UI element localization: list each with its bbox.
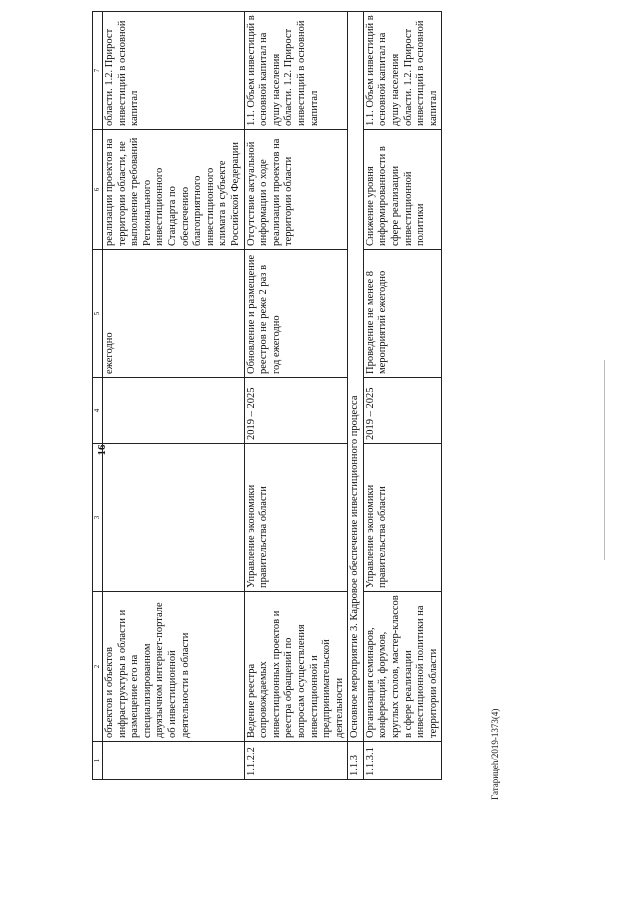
footer-code: Гатарицеh/2019-1373(4) — [490, 708, 500, 800]
cell-indicators: области. 1.2. Прирост инвестиций в основной капитал — [103, 12, 245, 130]
cell-indicators: 1.1. Объем инвестиций в основной капитал на душу населения области. 1.2. Прирост инвестиций в основной капитал — [244, 12, 348, 130]
cell-activity: Ведение реестра сопровождаемых инвестиционных проектов и реестра обращений по вопросам осуществления инвестиционной и предпринимательской деятельности — [244, 592, 348, 742]
table-row — [244, 12, 348, 780]
header-cell: 6 — [93, 130, 103, 250]
cell-section-title: Основное мероприятие 3. Кадровое обеспечение инвестиционного процесса — [348, 12, 364, 742]
cell-executor: Управление экономики правительства области — [363, 444, 442, 592]
program-table-frame — [92, 15, 512, 780]
cell-number — [103, 742, 245, 780]
cell-executor — [103, 444, 245, 592]
cell-activity: объектов и объектов инфраструктуры в области и размещение его на специализированном двуязычном интернет-портале об инвестиционной деятельности в области — [103, 592, 245, 742]
cell-number: 1.1.3.1 — [363, 742, 442, 780]
table-row — [363, 12, 442, 780]
page-number: 16 — [96, 444, 108, 456]
cell-number: 1.1.2.2 — [244, 742, 348, 780]
table-row-section — [348, 12, 364, 780]
cell-period: 2019 – 2025 — [363, 378, 442, 444]
cell-risks: Отсутствие актуальной информации о ходе реализации проектов на территории области — [244, 130, 348, 250]
cell-number: 1.1.3 — [348, 742, 364, 780]
cell-activity: Организация семинаров, конференций, форумов, круглых столов, мастер-классов в сфере реализации инвестиционной политики на территории области — [363, 592, 442, 742]
cell-executor: Управление экономики правительства области — [244, 444, 348, 592]
header-cell: 5 — [93, 250, 103, 378]
margin-rule — [604, 360, 605, 560]
header-cell: 7 — [93, 12, 103, 130]
header-cell: 2 — [93, 592, 103, 742]
header-cell: 3 — [93, 444, 103, 592]
header-cell: 1 — [93, 742, 103, 780]
table-row — [103, 12, 245, 780]
header-row — [93, 12, 103, 780]
cell-period: 2019 – 2025 — [244, 378, 348, 444]
cell-risks: Снижение уровня информированности в сфере реализации инвестиционной политики — [363, 130, 442, 250]
cell-result: Обновление и размещение реестров не реже 2 раз в год ежегодно — [244, 250, 348, 378]
cell-risks: реализации проектов на территории области, не выполнение требований Регионального инвестиционного Стандарта по обеспечению благоприятного инвестиционного климата в субъекте Российской Федерации — [103, 130, 245, 250]
program-table — [92, 11, 442, 780]
header-cell: 4 — [93, 378, 103, 444]
cell-result: Проведение не менее 8 мероприятий ежегодно — [363, 250, 442, 378]
cell-result: ежегодно — [103, 250, 245, 378]
cell-indicators: 1.1. Объем инвестиций в основной капитал на душу населения области. 1.2. Прирост инвестиций в основной капитал — [363, 12, 442, 130]
cell-period — [103, 378, 245, 444]
